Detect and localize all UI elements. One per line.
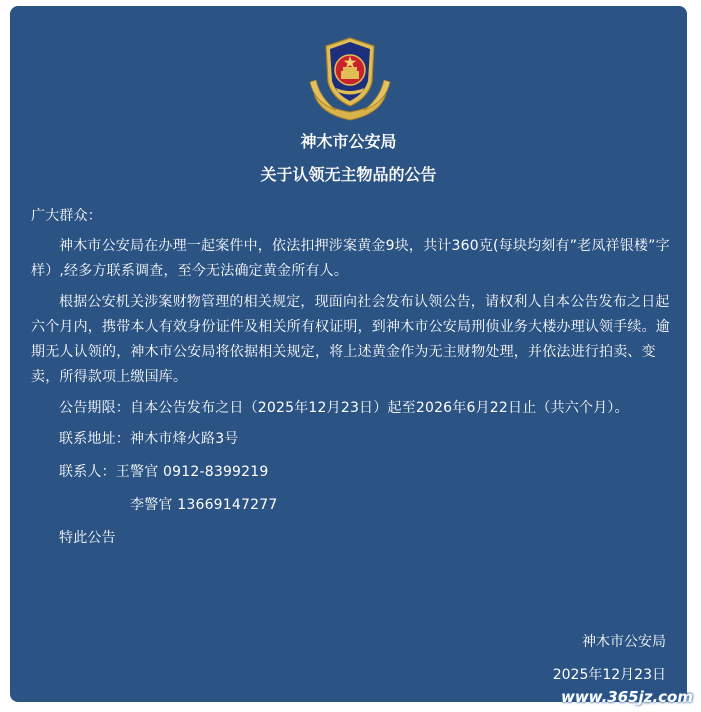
contact-address: 联系地址：神木市烽火路3号	[59, 431, 239, 447]
contact-person-2: 李警官 13669147277	[130, 497, 278, 513]
closing-text: 特此公告	[59, 530, 116, 546]
footer-organization: 神木市公安局	[582, 634, 666, 650]
notice-title: 关于认领无主物品的公告	[260, 165, 437, 184]
paragraph-case: 神木市公安局在办理一起案件中，依法扣押涉案黄金9块，共计360克(每块均刻有”老凤祥银楼”字样）,经多方联系调查，至今无法确定黄金所有人。	[31, 238, 670, 279]
notice-body	[31, 204, 671, 559]
announcement-card	[10, 6, 687, 702]
site-watermark: www.365jz.com	[560, 688, 693, 706]
paragraph-claim: 根据公安机关涉案财物管理的相关规定，现面向社会发布认领公告，请权利人自本公告发布之日起六个月内，携带本人有效身份证件及相关所有权证明，到神木市公安局刑侦业务大楼办理认领手续。逾期无人认领的，神木市公安局将依据相关规定，将上述黄金作为无主财物处理，并依法进行拍卖、变卖，所得款项上缴国库。	[31, 294, 670, 385]
contact-person-1: 联系人：王警官 0912-8399219	[59, 464, 269, 480]
footer-date: 2025年12月23日	[552, 667, 666, 683]
notice-period: 公告期限：自本公告发布之日（2025年12月23日）起至2026年6月22日止（共六个月）。	[59, 400, 629, 416]
police-emblem-icon	[306, 36, 394, 124]
organization-title: 神木市公安局	[300, 132, 397, 151]
salutation: 广大群众：	[31, 208, 102, 224]
